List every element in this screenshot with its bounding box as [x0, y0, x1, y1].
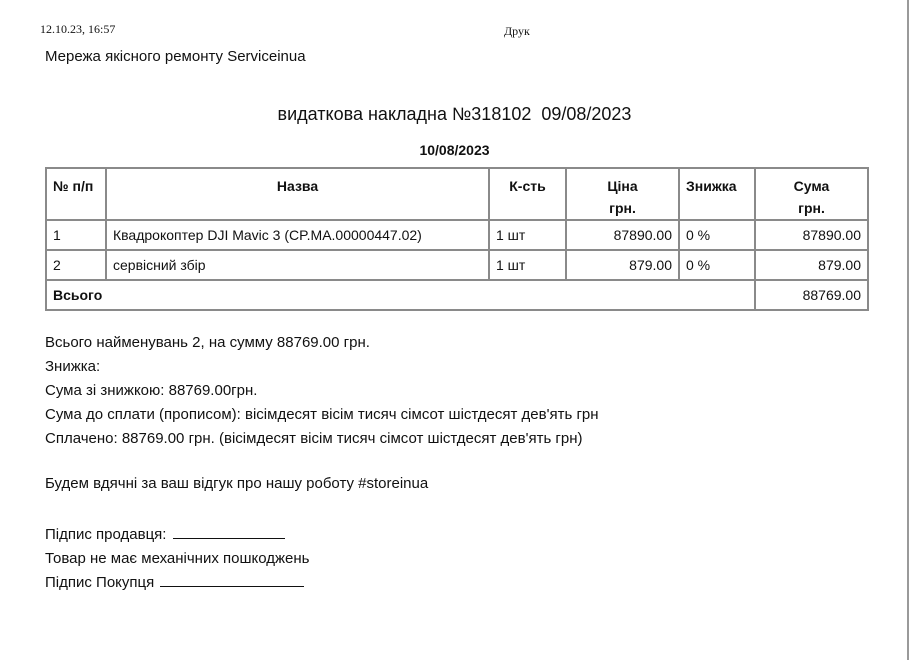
summary-block: [45, 331, 599, 451]
row-qty: 1 шт: [489, 250, 566, 280]
buyer-signature-line: [160, 572, 304, 587]
row-qty: 1 шт: [489, 220, 566, 250]
col-header-sum-line1: Сума: [793, 178, 830, 194]
signature-block: [45, 523, 310, 595]
print-datetime: 12.10.23, 16:57: [40, 22, 116, 36]
col-header-discount: Знижка: [679, 168, 755, 220]
summary-paid: Сплачено: 88769.00 грн. (вісімдесят вісім тисяч сімсот шістдесят дев'ять грн): [45, 430, 583, 447]
col-header-price-line2: грн.: [609, 200, 636, 216]
table-row: [46, 250, 868, 280]
row-sum: 87890.00: [755, 220, 868, 250]
company-name: Мережа якісного ремонту Serviceinua: [45, 48, 306, 65]
summary-items-count: Всього найменувань 2, на сумму 88769.00 грн.: [45, 334, 370, 351]
row-price: 879.00: [566, 250, 679, 280]
seller-signature-line: [173, 524, 285, 539]
row-name: сервісний збір: [106, 250, 489, 280]
items-table: [45, 167, 869, 311]
row-price: 87890.00: [566, 220, 679, 250]
row-discount: 0 %: [679, 220, 755, 250]
total-label: Всього: [46, 280, 755, 310]
document-title: видаткова накладна №318102 09/08/2023: [277, 104, 632, 124]
table-total-row: [46, 280, 868, 310]
col-header-sum-line2: грн.: [798, 200, 825, 216]
col-header-name: Назва: [106, 168, 489, 220]
col-header-num: № п/п: [46, 168, 106, 220]
row-name: Квадрокоптер DJI Mavic 3 (CP.MA.00000447.02): [106, 220, 489, 250]
print-label: Друк: [504, 24, 530, 38]
buyer-signature-label: Підпис Покупця: [45, 574, 155, 591]
seller-signature-row: [45, 523, 310, 547]
col-header-qty: К-сть: [489, 168, 566, 220]
document-date: 10/08/2023: [419, 142, 490, 158]
buyer-signature-row: [45, 571, 310, 595]
row-num: 2: [46, 250, 106, 280]
summary-amount-words: Сума до сплати (прописом): вісімдесят вісім тисяч сімсот шістдесят дев'ять грн: [45, 406, 599, 423]
col-header-price: [566, 168, 679, 220]
no-damage-note: Товар не має механічних пошкоджень: [45, 550, 310, 567]
thanks-note: Будем вдячні за ваш відгук про нашу роботу #storeinua: [45, 475, 429, 492]
row-num: 1: [46, 220, 106, 250]
row-discount: 0 %: [679, 250, 755, 280]
total-value: 88769.00: [755, 280, 868, 310]
summary-discounted-sum: Сума зі знижкою: 88769.00грн.: [45, 382, 258, 399]
table-header-row: [46, 168, 868, 220]
col-header-price-line1: Ціна: [607, 178, 638, 194]
table-row: [46, 220, 868, 250]
summary-discount: Знижка:: [45, 358, 101, 375]
seller-signature-label: Підпис продавця:: [45, 526, 167, 543]
col-header-sum: [755, 168, 868, 220]
row-sum: 879.00: [755, 250, 868, 280]
